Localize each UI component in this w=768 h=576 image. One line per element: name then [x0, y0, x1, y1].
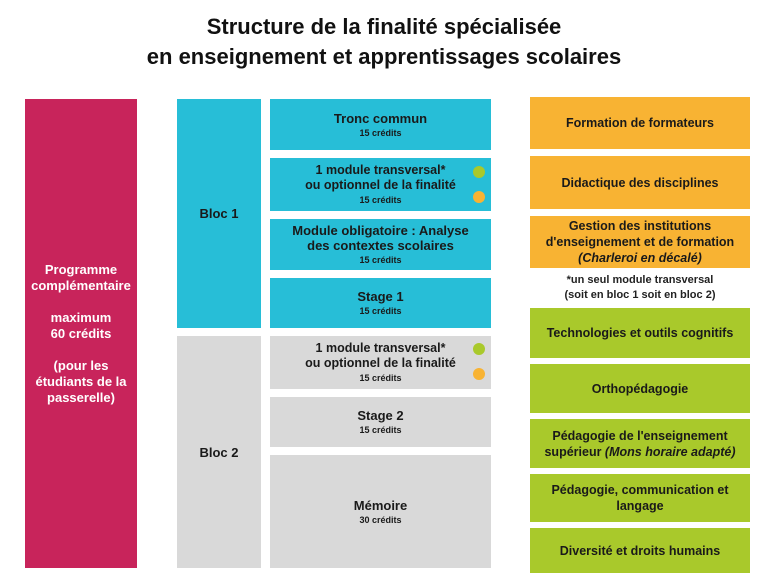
option-line-1: Pédagogie, communication et: [551, 483, 729, 497]
module-credits: 15 crédits: [359, 306, 402, 316]
module-credits: 15 crédits: [359, 255, 402, 265]
option-technologies: [530, 308, 750, 358]
module-transversal-bloc-2: [270, 336, 491, 389]
programme-line-5: (pour les: [53, 357, 109, 373]
module-line-1: 1 module transversal*: [315, 163, 446, 177]
module-line-2: des contextes scolaires: [307, 238, 454, 253]
module-title: Tronc commun: [333, 110, 428, 126]
note-line-2: (soit en bloc 1 soit en bloc 2): [564, 289, 716, 301]
module-obligatoire: [270, 219, 491, 270]
option-label: Diversité et droits humains: [559, 543, 721, 558]
option-didactique: [530, 156, 750, 209]
programme-line-3: maximum: [50, 309, 112, 325]
option-line-2: d'enseignement et de formation: [545, 235, 735, 249]
option-label: Formation de formateurs: [566, 116, 714, 130]
green-dot-icon: [473, 343, 485, 355]
option-line-3: (Charleroi en décalé): [578, 251, 702, 265]
module-stage-1: [270, 278, 491, 328]
module-transversal-bloc-1: [270, 158, 491, 211]
programme-line-4: 60 crédits: [50, 325, 112, 341]
module-memoire: [270, 455, 491, 568]
module-title: Stage 2: [357, 408, 404, 423]
option-line-2-italic: (Mons horaire adapté): [604, 444, 736, 459]
module-title: Stage 1: [357, 289, 404, 304]
option-orthopedagogie: [530, 364, 750, 413]
option-line-1: Gestion des institutions: [568, 219, 712, 233]
option-pedagogie-communication: [530, 474, 750, 522]
bloc-1-label: Bloc 1: [199, 206, 239, 221]
programme-line-2: complémentaire: [31, 277, 131, 293]
green-dot-icon: [473, 166, 485, 178]
orange-dot-icon: [473, 368, 485, 380]
programme-line-7: passerelle): [47, 389, 115, 405]
option-line-2: supérieur: [544, 444, 605, 459]
option-line-2: langage: [616, 499, 664, 513]
module-credits: 15 crédits: [359, 195, 402, 205]
option-line-1: Pédagogie de l'enseignement: [552, 428, 728, 443]
option-gestion-institutions: [530, 216, 750, 268]
option-diversite: [530, 528, 750, 573]
module-line-1: Module obligatoire : Analyse: [292, 223, 469, 238]
title-line-2: en enseignement et apprentissages scolaires: [146, 44, 622, 69]
module-credits: 15 crédits: [359, 127, 402, 138]
programme-complementaire-box: [25, 99, 137, 568]
option-formation-formateurs: [530, 97, 750, 149]
option-label: Didactique des disciplines: [561, 175, 719, 190]
module-line-2: ou optionnel de la finalité: [305, 178, 456, 192]
option-pedagogie-superieur: [530, 419, 750, 468]
module-stage-2: [270, 397, 491, 447]
module-tronc-commun: [270, 99, 491, 150]
programme-line-1: Programme: [44, 261, 118, 277]
page-title: [0, 12, 768, 72]
bloc-2-label: Bloc 2: [199, 444, 239, 460]
module-line-1: 1 module transversal*: [315, 341, 446, 355]
note-line-1: *un seul module transversal: [566, 274, 714, 286]
option-label: Technologies et outils cognitifs: [546, 326, 734, 340]
orange-dot-icon: [473, 191, 485, 203]
module-credits: 30 crédits: [359, 514, 402, 525]
bloc-1-box: [177, 99, 261, 328]
module-credits: 15 crédits: [359, 373, 402, 383]
title-line-1: Structure de la finalité spécialisée: [206, 14, 562, 39]
module-title: Mémoire: [353, 497, 408, 513]
bloc-2-box: [177, 336, 261, 568]
programme-line-6: étudiants de la: [35, 373, 127, 389]
module-credits: 15 crédits: [359, 425, 402, 435]
module-line-2: ou optionnel de la finalité: [305, 356, 456, 370]
transversal-note: [530, 273, 750, 303]
option-label: Orthopédagogie: [591, 381, 689, 396]
